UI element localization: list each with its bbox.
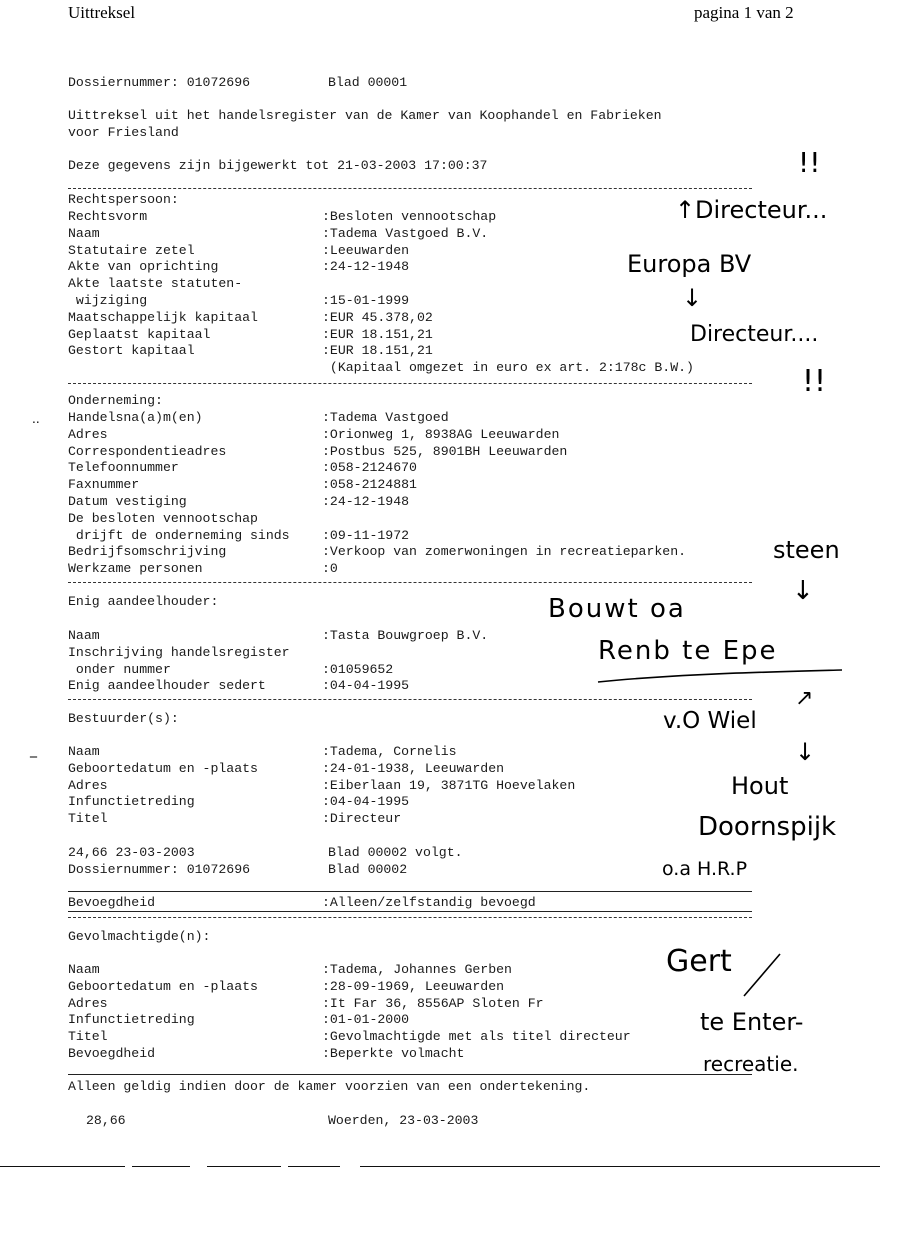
handwritten-steen: steen [773, 536, 840, 564]
row-value: :Tadema, Johannes Gerben [322, 962, 512, 977]
row-label: Telefoonnummer [68, 460, 179, 476]
handwritten-renb-te-epe: Renb te Epe [598, 636, 778, 666]
row-value: :Orionweg 1, 8938AG Leeuwarden [322, 426, 560, 442]
page-break-volgt: Blad 00002 volgt. [328, 845, 463, 860]
arrow-down-icon: ↓ [682, 284, 703, 312]
divider [68, 383, 752, 384]
field-row [68, 761, 504, 777]
field-row [68, 477, 417, 493]
row-label: Gestort kapitaal [68, 343, 195, 359]
field-row [68, 243, 409, 259]
field-row [68, 744, 457, 760]
field-row [68, 1046, 464, 1062]
handwritten-te-enter: te Enter- [700, 1008, 804, 1036]
row-label: Naam [68, 225, 100, 241]
row-value: :It Far 36, 8556AP Sloten Fr [322, 995, 544, 1011]
divider [68, 917, 752, 918]
row-label: Akte van oprichting [68, 259, 219, 275]
handwritten-directeur-2: Directeur.... [690, 322, 819, 347]
row-label: Bevoegdheid [68, 895, 156, 910]
field-row [68, 209, 496, 225]
handwritten-slash [738, 950, 788, 1000]
row-label: Infunctietreding [68, 794, 195, 810]
row-value: :Besloten vennootschap [322, 209, 497, 224]
field-row [68, 645, 322, 661]
arrow-up-right-icon: ↗ [795, 686, 814, 711]
field-row [68, 327, 433, 343]
field-row [68, 511, 322, 527]
row-label: Bedrijfsomschrijving [68, 544, 227, 560]
row-label: Naam [68, 962, 100, 977]
row-label: Titel [68, 811, 108, 827]
arrow-up-icon: ↑ [675, 196, 696, 224]
divider [68, 911, 752, 912]
row-value: :01-01-2000 [322, 1012, 410, 1028]
margin-dash: _ [30, 742, 37, 758]
field-row [68, 259, 409, 275]
field-row [68, 678, 409, 694]
row-value: :Eiberlaan 19, 3871TG Hoevelaken [322, 777, 576, 793]
row-label: Naam [68, 744, 100, 759]
row-value: :Verkoop van zomerwoningen in recreatieparken. [322, 544, 687, 560]
field-row [68, 410, 449, 426]
handwritten-oa-hrp: o.a H.R.P [662, 858, 748, 880]
row-label: Infunctietreding [68, 1012, 195, 1028]
row-value: :Tadema Vastgoed [322, 410, 449, 425]
handwritten-doornspijk: Doornspijk [698, 812, 837, 842]
bevoegdheid-row [68, 895, 536, 911]
row-value: :0 [322, 561, 338, 577]
footer-place-date: Woerden, 23-03-2003 [328, 1113, 479, 1128]
dossier-line [68, 75, 407, 91]
row-label: drijft de onderneming sinds [68, 527, 290, 543]
handwritten-europa-bv: Europa BV [627, 250, 752, 278]
row-value: (Kapitaal omgezet in euro ex art. 2:178c B.W.) [322, 360, 694, 376]
section-title-rechtspersoon: Rechtspersoon: [68, 192, 179, 207]
row-label: Maatschappelijk kapitaal [68, 309, 258, 325]
row-label: Geplaatst kapitaal [68, 326, 211, 342]
field-row [68, 662, 393, 678]
bottom-rule [0, 1166, 125, 1167]
row-value: :01059652 [322, 661, 394, 677]
row-value: :Tadema, Cornelis [322, 744, 457, 759]
row-label: Adres [68, 426, 108, 442]
handwritten-recreatie: recreatie. [703, 1052, 799, 1076]
row-label: Adres [68, 777, 108, 793]
page-break-blad: Blad 00002 [328, 862, 408, 877]
field-row [68, 628, 488, 644]
row-value: :09-11-1972 [322, 527, 410, 543]
field-row [68, 494, 409, 510]
section-title-gevolmachtigde: Gevolmachtigde(n): [68, 929, 211, 944]
arrow-down-icon: ↓ [795, 738, 816, 766]
divider [68, 891, 752, 892]
intro-line-1: Uittreksel uit het handelsregister van de Kamer van Koophandel en Fabrieken [68, 108, 662, 123]
row-value: :Leeuwarden [322, 242, 410, 258]
row-value: :Directeur [322, 811, 402, 827]
row-value: :15-01-1999 [322, 293, 410, 308]
handwritten-directeur-1: Directeur... [695, 196, 828, 224]
intro-line-2: voor Friesland [68, 125, 179, 140]
field-row [68, 310, 433, 326]
row-value: :04-04-1995 [322, 678, 410, 694]
field-row [68, 979, 504, 995]
field-row [68, 778, 575, 794]
divider [68, 699, 752, 700]
arrow-down-icon: ↓ [792, 576, 814, 606]
row-value: :04-04-1995 [322, 794, 410, 810]
row-label: Correspondentieadres [68, 443, 227, 459]
row-value: :28-09-1969, Leeuwarden [322, 978, 505, 994]
row-label: Rechtsvorm [68, 209, 148, 224]
handwritten-bouwt-oa: Bouwt oa [548, 594, 686, 624]
row-label: Titel [68, 1029, 108, 1045]
row-label: Statutaire zetel [68, 242, 195, 258]
row-value: :24-12-1948 [322, 259, 410, 275]
field-row [68, 460, 417, 476]
row-value: :Alleen/zelfstandig bevoegd [322, 895, 536, 910]
section-title-onderneming: Onderneming: [68, 393, 163, 408]
field-row [68, 561, 338, 577]
field-row [68, 427, 559, 443]
bottom-rule [288, 1166, 340, 1167]
dossier-number: Dossiernummer: 01072696 [68, 75, 251, 90]
field-row [68, 996, 544, 1012]
handwritten-exclamation-2: !! [802, 364, 827, 399]
row-label: Faxnummer [68, 477, 140, 493]
row-label: Geboortedatum en -plaats [68, 978, 258, 994]
blad-number: Blad 00001 [328, 75, 408, 90]
field-row [68, 360, 694, 376]
row-value: :EUR 18.151,21 [322, 343, 433, 359]
row-value: :EUR 45.378,02 [322, 309, 433, 325]
handwritten-hout: Hout [731, 772, 789, 800]
page-number: pagina 1 van 2 [694, 3, 794, 22]
row-label: Handelsna(a)m(en) [68, 410, 203, 425]
page-break-line-1 [68, 845, 463, 861]
row-value: :058-2124670 [322, 460, 417, 476]
field-row [68, 962, 512, 978]
row-value: :Beperkte volmacht [322, 1046, 465, 1061]
divider [68, 1074, 752, 1075]
divider [68, 582, 752, 583]
field-row [68, 528, 409, 544]
footer-code: 28,66 [86, 1113, 126, 1128]
row-label: Inschrijving handelsregister [68, 644, 290, 660]
field-row [68, 226, 488, 242]
section-title-bestuurder: Bestuurder(s): [68, 711, 179, 726]
field-row [68, 293, 409, 309]
field-row [68, 794, 409, 810]
row-value: :24-12-1948 [322, 494, 410, 509]
handwritten-gert: Gert [666, 944, 732, 979]
row-label: De besloten vennootschap [68, 510, 258, 526]
row-label: onder nummer [68, 661, 171, 677]
row-value: :Gevolmachtigde met als titel directeur [322, 1029, 631, 1045]
row-value: :Tadema Vastgoed B.V. [322, 225, 489, 241]
field-row [68, 1012, 409, 1028]
margin-dots: .. [32, 412, 40, 426]
row-label: Werkzame personen [68, 561, 203, 577]
field-row [68, 544, 686, 560]
field-row [68, 444, 567, 460]
footer-note: Alleen geldig indien door de kamer voorzien van een ondertekening. [68, 1079, 591, 1094]
row-label: Akte laatste statuten- [68, 276, 243, 292]
page-break-code: 24,66 23-03-2003 [68, 845, 195, 860]
page-header-title: Uittreksel [68, 3, 136, 22]
handwritten-vo-wiel: v.O Wiel [663, 708, 757, 734]
page-break-dossier: Dossiernummer: 01072696 [68, 862, 251, 877]
page-break-line-2 [68, 862, 407, 878]
handwritten-exclamation-1: !! [798, 146, 821, 179]
row-value: :24-01-1938, Leeuwarden [322, 760, 505, 776]
field-row [68, 343, 433, 359]
updated-line: Deze gegevens zijn bijgewerkt tot 21-03-2003 17:00:37 [68, 158, 488, 173]
handwritten-underline [596, 666, 846, 686]
bottom-rule [207, 1166, 281, 1167]
section-title-aandeelhouder: Enig aandeelhouder: [68, 594, 219, 609]
row-value: :EUR 18.151,21 [322, 326, 433, 342]
row-label: Enig aandeelhouder sedert [68, 678, 266, 694]
row-label: Naam [68, 628, 100, 643]
row-label: Datum vestiging [68, 494, 187, 509]
field-row [68, 1029, 631, 1045]
row-label: Adres [68, 995, 108, 1011]
divider [68, 188, 752, 189]
row-value: :Tasta Bouwgroep B.V. [322, 628, 489, 643]
row-value: :058-2124881 [322, 477, 417, 493]
row-value: :Postbus 525, 8901BH Leeuwarden [322, 443, 568, 459]
field-row [68, 276, 322, 292]
bottom-rule [132, 1166, 190, 1167]
row-label: Geboortedatum en -plaats [68, 760, 258, 776]
field-row [68, 811, 401, 827]
row-label: wijziging [68, 293, 148, 308]
row-label: Bevoegdheid [68, 1046, 156, 1061]
bottom-rule [360, 1166, 880, 1167]
